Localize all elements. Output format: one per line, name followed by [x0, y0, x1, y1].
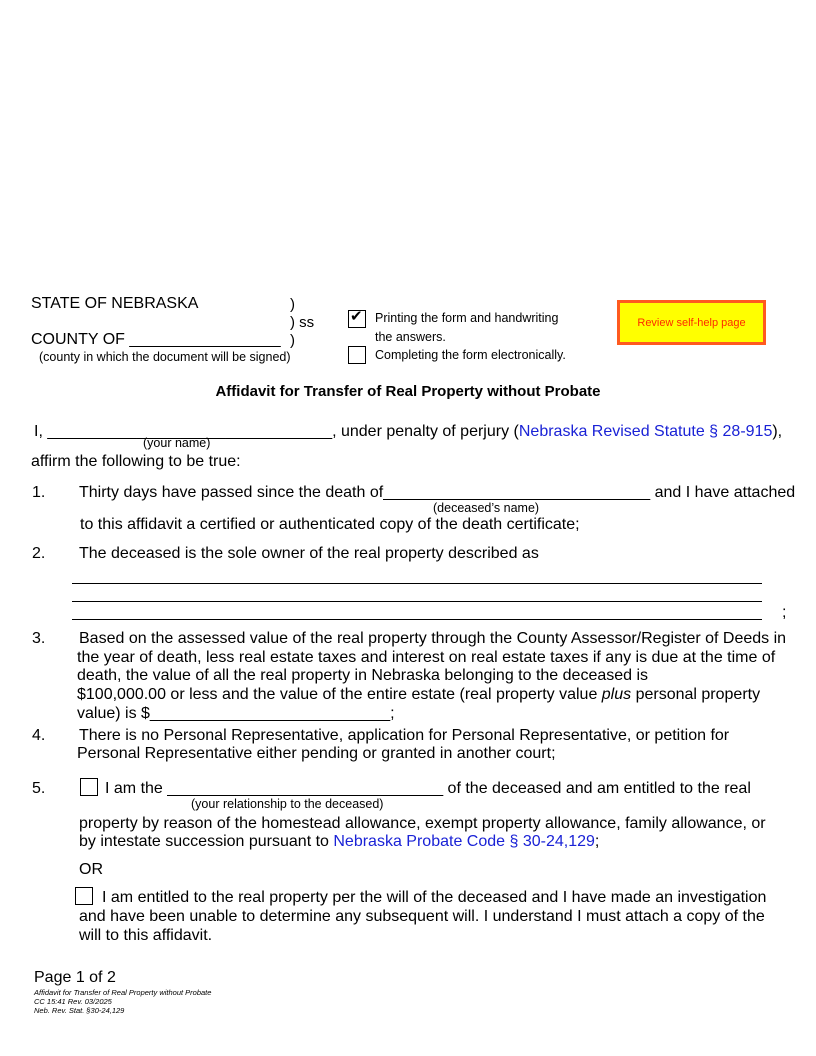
item-4-number: 4. [32, 727, 46, 744]
probate-code-link[interactable]: Nebraska Probate Code § 30-24,129 [333, 833, 595, 850]
relationship-blank[interactable]: _______________________________ [167, 780, 444, 797]
item-5b-line2: and have been unable to determine any subsequent will. I understand I must attach a copy of the [79, 908, 765, 925]
heir-checkbox[interactable] [80, 778, 98, 796]
item-5-line2: property by reason of the homestead allowance, exempt property allowance, family allowance, or [79, 815, 766, 832]
item-1-number: 1. [32, 484, 46, 501]
paren-3: ) [290, 332, 295, 349]
item-3-line2: the year of death, less real estate taxes and interest on real estate taxes if any is due at the time of [77, 649, 776, 666]
statute-28-915-link[interactable]: Nebraska Revised Statute § 28-915 [518, 423, 773, 440]
print-option-label-line2: the answers. [375, 330, 446, 344]
footer-form-title: Affidavit for Transfer of Real Property without Probate [34, 988, 212, 997]
intro-line2: affirm the following to be true: [31, 453, 241, 470]
property-description-line-2[interactable] [72, 601, 762, 602]
item-2-number: 2. [32, 545, 46, 562]
item-2-end: ; [782, 604, 787, 621]
item-5-line1: I am the _______________________________ of the deceased and am entitled to the real [105, 780, 751, 797]
item-3-line1: Based on the assessed value of the real property through the County Assessor/Register of Deeds in [79, 630, 787, 647]
state-label: STATE OF NEBRASKA [31, 295, 199, 312]
intro-line1: I, ________________________________, under penalty of perjury (Nebraska Revised Statute § 28-915), [34, 423, 783, 440]
estate-value-field[interactable]: value) is $___________________________; [77, 705, 395, 722]
electronic-option-label: Completing the form electronically. [375, 348, 566, 362]
footer-statute: Neb. Rev. Stat. §30-24,129 [34, 1006, 125, 1015]
review-self-help-label: Review self-help page [637, 316, 746, 329]
item-2-line1: The deceased is the sole owner of the real property described as [79, 545, 539, 562]
item-5-number: 5. [32, 780, 46, 797]
review-self-help-button[interactable] [617, 300, 766, 345]
deceased-name-blank[interactable]: ______________________________ [383, 484, 651, 501]
page-number: Page 1 of 2 [34, 969, 116, 986]
item-3-line3: death, the value of all the real property in Nebraska belonging to the deceased is [77, 667, 649, 684]
will-checkbox[interactable] [75, 887, 93, 905]
checkmark-icon: ✔ [350, 308, 363, 325]
item-5b-line1: I am entitled to the real property per the will of the deceased and I have made an investigation [102, 889, 767, 906]
county-label[interactable]: COUNTY OF _________________ [31, 331, 281, 348]
item-3-line4: $100,000.00 or less and the value of the entire estate (real property value plus personal property [77, 686, 761, 703]
or-label: OR [79, 861, 103, 878]
print-option-label-line1: Printing the form and handwriting [375, 311, 559, 325]
page-title: Affidavit for Transfer of Real Property without Probate [215, 383, 601, 400]
relationship-hint: (your relationship to the deceased) [191, 797, 384, 811]
item-1-line1: Thirty days have passed since the death of______________________________ and I have attached [79, 484, 796, 501]
item-4-line1: There is no Personal Representative, application for Personal Representative, or petition for [79, 727, 730, 744]
county-hint: (county in which the document will be signed) [39, 350, 291, 364]
item-1-line2: to this affidavit a certified or authenticated copy of the death certificate; [80, 516, 580, 533]
paren-1: ) [290, 296, 295, 313]
property-description-line-1[interactable] [72, 583, 762, 584]
property-description-line-3[interactable] [72, 619, 762, 620]
footer-form-code: CC 15:41 Rev. 03/2025 [34, 997, 112, 1006]
deceased-name-hint: (deceased’s name) [433, 501, 540, 515]
item-5-line3: by intestate succession pursuant to Nebraska Probate Code § 30-24,129; [79, 833, 600, 850]
your-name-hint: (your name) [143, 436, 211, 450]
item-3-number: 3. [32, 630, 46, 647]
electronic-option-checkbox[interactable] [348, 346, 366, 364]
item-4-line2: Personal Representative either pending or granted in another court; [77, 745, 556, 762]
ss-label: ) ss [290, 314, 315, 331]
print-option-checkbox[interactable] [348, 310, 366, 328]
item-5b-line3: will to this affidavit. [79, 927, 213, 944]
your-name-blank[interactable]: ________________________________ [47, 423, 333, 440]
